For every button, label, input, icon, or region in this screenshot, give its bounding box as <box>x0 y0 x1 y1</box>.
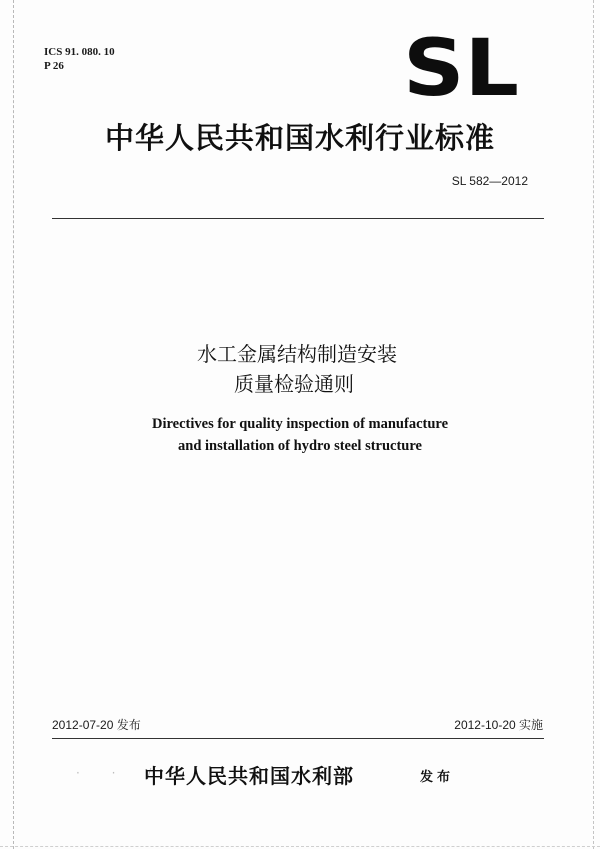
document-title-cn-line2: 质量检验通则 <box>234 372 354 396</box>
document-title-cn-line1: 水工金属结构制造安装 <box>197 342 397 366</box>
standard-code: SL 582—2012 <box>451 174 528 188</box>
standard-title: 中华人民共和国水利行业标准 <box>104 121 495 155</box>
header-divider <box>52 218 544 219</box>
issuing-authority-suffix: 发布 <box>420 770 455 785</box>
implementation-date: 2012-10-20 实施 <box>454 718 543 732</box>
issue-date: 2012-07-20 发布 <box>52 718 141 732</box>
logo-text: SL <box>403 33 519 103</box>
document-title-en-line1: Directives for quality inspection of manufacture <box>151 416 449 432</box>
classification-code: P 26 <box>44 60 64 72</box>
scan-artifact: · · / <box>76 766 166 780</box>
footer-divider <box>52 738 544 739</box>
scan-edge-bottom <box>0 846 600 847</box>
issuing-authority: 中华人民共和国水利部 <box>144 764 354 788</box>
document-title-en-line2: and installation of hydro steel structure <box>178 438 422 454</box>
ics-code: ICS 91. 080. 10 <box>44 46 115 58</box>
sl-logo <box>402 33 520 103</box>
